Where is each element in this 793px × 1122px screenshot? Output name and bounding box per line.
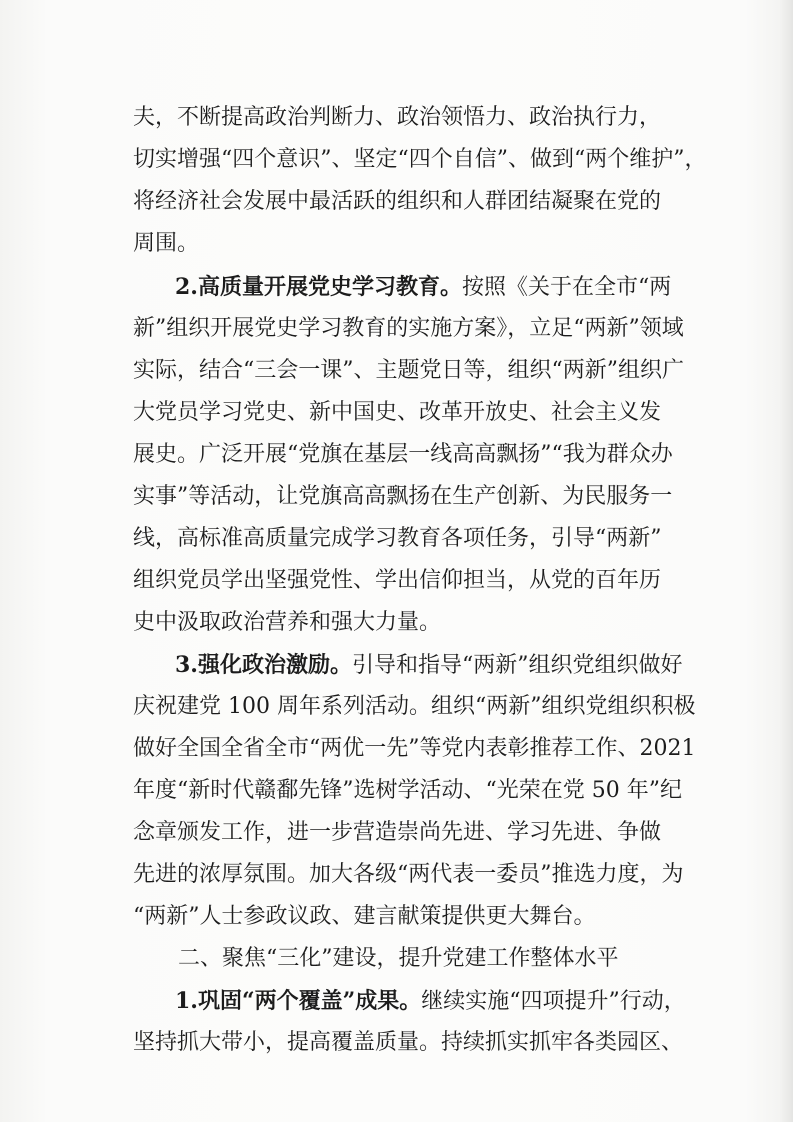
paragraph-item-1-first-line — [175, 987, 735, 1016]
text-line: 庆祝建党 100 周年系列活动。组织“两新”组织党组织积极 — [133, 694, 696, 719]
text-line: 大党员学习党史、新中国史、改革开放史、社会主义发 — [133, 400, 662, 425]
item-2-lead: 2.高质量开展党史学习教育。 — [175, 274, 462, 300]
section-heading: 二、聚焦“三化”建设，提升党建工作整体水平 — [178, 946, 619, 971]
text-line: 念章颁发工作，进一步营造崇尚先进、学习先进、争做 — [133, 820, 662, 845]
item-2-rest: 按照《关于在全市“两 — [461, 275, 672, 300]
text-line: 做好全国全省全市“两优一先”等党内表彰推荐工作、2021 — [133, 736, 696, 761]
paragraph-item-3-first-line — [175, 651, 735, 680]
text-line: 先进的浓厚氛围。加大各级“两代表一委员”推选力度，为 — [133, 862, 684, 887]
text-line: 新”组织开展党史学习教育的实施方案》，立足“两新”领域 — [133, 316, 684, 341]
text-line: 坚持抓大带小，提高覆盖质量。持续抓实抓牢各类园区、 — [133, 1030, 684, 1055]
text-line: 组织党员学出坚强党性、学出信仰担当，从党的百年历 — [133, 568, 662, 593]
item-1-rest: 继续实施“四项提升”行动， — [421, 989, 686, 1014]
text-line: 夫，不断提高政治判断力、政治领悟力、政治执行力， — [133, 105, 662, 130]
paragraph-item-2-first-line — [175, 273, 735, 302]
text-line: 将经济社会发展中最活跃的组织和人群团结凝聚在党的 — [133, 189, 662, 214]
page-edge-shadow — [779, 0, 793, 1122]
text-line: “两新”人士参政议政、建言献策提供更大舞台。 — [133, 904, 596, 929]
text-line: 线，高标准高质量完成学习教育各项任务，引导“两新” — [133, 526, 662, 551]
item-1-lead: 1.巩固“两个覆盖”成果。 — [175, 988, 422, 1014]
item-3-rest: 引导和指导“两新”组织党组织做好 — [351, 653, 683, 678]
text-line: 年度“新时代赣鄱先锋”选树学活动、“光荣在党 50 年”纪 — [133, 778, 682, 803]
text-line: 实事”等活动，让党旗高高飘扬在生产创新、为民服务一 — [133, 484, 673, 509]
item-3-lead: 3.强化政治激励。 — [175, 652, 352, 678]
text-line: 切实增强“四个意识”、坚定“四个自信”、做到“两个维护”， — [133, 147, 707, 172]
text-line: 展史。广泛开展“党旗在基层一线高高飘扬”“我为群众办 — [133, 442, 673, 467]
text-line: 周围。 — [133, 231, 200, 256]
text-line: 实际，结合“三会一课”、主题党日等，组织“两新”组织广 — [133, 358, 684, 383]
text-line: 史中汲取政治营养和强大力量。 — [133, 610, 442, 635]
